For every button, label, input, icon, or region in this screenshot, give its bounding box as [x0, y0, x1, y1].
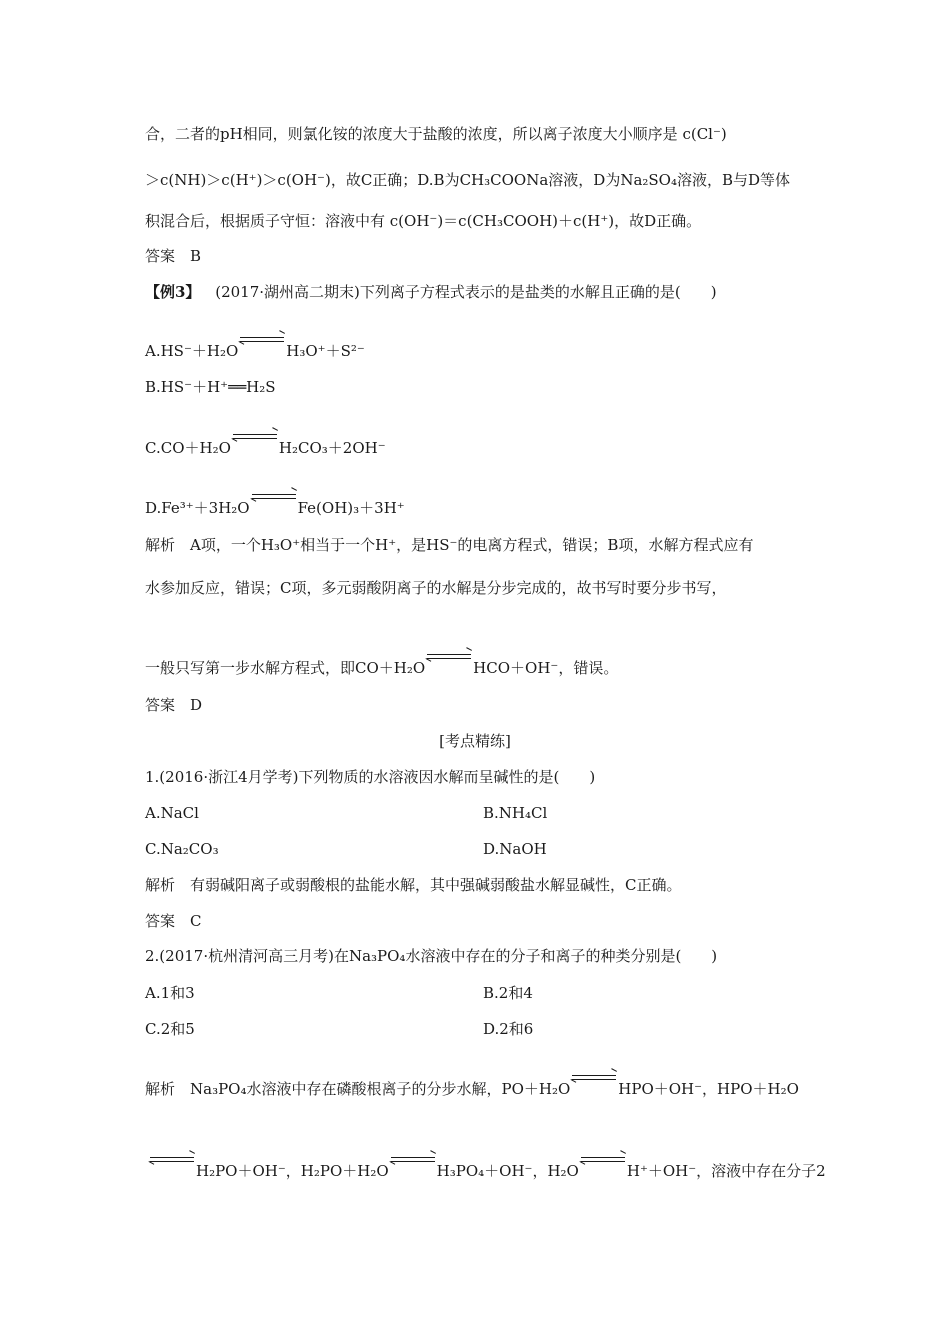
analysis-left: 一般只写第一步水解方程式，即CO＋H₂O: [145, 659, 426, 677]
question-2: 2.(2017·杭州清河高三月考)在Na₃PO₄水溶液中存在的分子和离子的种类分别是( ): [145, 947, 718, 965]
analysis-part: H₃PO₄＋OH⁻，H₂O: [436, 1162, 579, 1180]
option-b: B.2和4: [483, 984, 533, 1002]
analysis-right: HPO＋OH⁻，HPO＋H₂O: [618, 1080, 799, 1098]
equilibrium-arrow-icon: [581, 1155, 625, 1165]
equilibrium-arrow-icon: [240, 335, 284, 345]
analysis-line: 解析 有弱碱阳离子或弱酸根的盐能水解，其中强碱弱酸盐水解显碱性，C正确。: [145, 876, 682, 894]
equilibrium-arrow-icon: [150, 1155, 194, 1165]
option-a: A.NaCl: [145, 804, 199, 822]
option-c: C.2和5: [145, 1020, 195, 1038]
analysis-line: 水参加反应，错误；C项，多元弱酸阴离子的水解是分步完成的，故书写时要分步书写，: [145, 579, 727, 597]
text-line: ＞c(NH)＞c(H⁺)＞c(OH⁻)，故C正确；D.B为CH₃COONa溶液，D为Na₂SO₄溶液，B与D等体: [145, 171, 791, 189]
answer-line: 答案 C: [145, 912, 202, 930]
analysis-right: HCO＋OH⁻，错误。: [473, 659, 619, 677]
option-a: A.1和3: [145, 984, 195, 1002]
option-d: [145, 498, 405, 518]
example-tag: 【例3】: [145, 283, 201, 301]
question-1: 1.(2016·浙江4月学考)下列物质的水溶液因水解而呈碱性的是( ): [145, 768, 596, 786]
option-d: D.2和6: [483, 1020, 534, 1038]
answer-line: 答案 D: [145, 696, 203, 714]
analysis-left: 解析 Na₃PO₄水溶液中存在磷酸根离子的分步水解，PO＋H₂O: [145, 1080, 571, 1098]
option-c: [145, 438, 386, 458]
option-d: D.NaOH: [483, 840, 547, 858]
equilibrium-arrow-icon: [572, 1073, 616, 1083]
analysis-part: H⁺＋OH⁻，溶液中存在分子2: [626, 1162, 826, 1180]
option-d-right: Fe(OH)₃＋3H⁺: [297, 499, 405, 517]
section-title: [考点精练]: [439, 732, 511, 750]
option-a-left: A.HS⁻＋H₂O: [145, 342, 239, 360]
option-c: C.Na₂CO₃: [145, 840, 219, 858]
example-text: (2017·湖州高二期末)下列离子方程式表示的是盐类的水解且正确的是( ): [215, 283, 717, 301]
equilibrium-arrow-icon: [391, 1155, 435, 1165]
analysis-line: [145, 1079, 799, 1099]
analysis-part: H₂PO＋OH⁻，H₂PO＋H₂O: [196, 1162, 389, 1180]
analysis-line: [145, 658, 618, 678]
analysis-line: [145, 1161, 826, 1181]
text-line: 积混合后，根据质子守恒：溶液中有 c(OH⁻)＝c(CH₃COOH)＋c(H⁺)，故D正确。: [145, 212, 702, 230]
equilibrium-arrow-icon: [252, 492, 296, 502]
answer-line: 答案 B: [145, 247, 202, 265]
example-heading: [145, 282, 717, 302]
option-a-right: H₃O⁺＋S²⁻: [286, 342, 365, 360]
equilibrium-arrow-icon: [233, 432, 277, 442]
option-b: B.HS⁻＋H⁺══H₂S: [145, 378, 276, 396]
text-line: 合，二者的pH相同，则氯化铵的浓度大于盐酸的浓度，所以离子浓度大小顺序是 c(Cl⁻): [145, 125, 727, 143]
option-c-left: C.CO＋H₂O: [145, 439, 231, 457]
option-d-left: D.Fe³⁺＋3H₂O: [145, 499, 250, 517]
analysis-line: 解析 A项，一个H₃O⁺相当于一个H⁺，是HS⁻的电离方程式，错误；B项，水解方程式应有: [145, 536, 754, 554]
option-b: B.NH₄Cl: [483, 804, 548, 822]
equilibrium-arrow-icon: [427, 652, 471, 662]
option-c-right: H₂CO₃＋2OH⁻: [278, 439, 386, 457]
option-a: [145, 341, 365, 361]
